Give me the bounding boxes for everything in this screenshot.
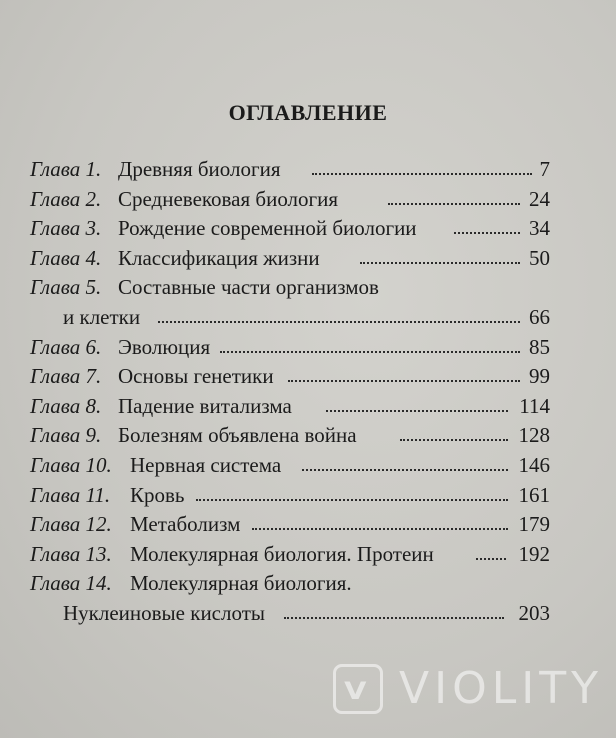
chapter-title: Эволюция (118, 334, 211, 359)
toc-row (30, 363, 550, 393)
chapter-title: Падение витализма (118, 393, 292, 418)
chapter-label: Глава 4. (30, 245, 102, 270)
page-number: 128 (518, 423, 550, 448)
chapter-label: Глава 8. (30, 393, 102, 418)
toc-row (30, 393, 550, 423)
dot-leader (326, 408, 508, 412)
toc-row (30, 156, 550, 186)
toc-row (30, 600, 550, 630)
toc-row (30, 511, 550, 541)
table-of-contents (30, 156, 550, 630)
dot-leader (400, 437, 508, 441)
chapter-label: Глава 2. (30, 186, 102, 211)
page-number: 66 (529, 304, 550, 329)
chapter-title: Болезням объявлена война (118, 423, 357, 448)
chapter-label: Глава 14. (30, 571, 112, 596)
chapter-title: Нервная система (130, 452, 282, 477)
chapter-title-continuation: и клетки (63, 304, 141, 329)
chapter-label: Глава 5. (30, 275, 102, 300)
page-number: 24 (529, 186, 550, 211)
dot-leader (220, 349, 520, 353)
page-number: 192 (518, 541, 550, 566)
toc-row (30, 570, 550, 600)
chapter-title: Основы генетики (118, 364, 274, 389)
dot-leader (454, 230, 520, 234)
chapter-label: Глава 6. (30, 334, 102, 359)
chapter-label: Глава 7. (30, 364, 102, 389)
chapter-label: Глава 1. (30, 157, 102, 181)
violity-logo-icon: V (333, 664, 383, 714)
page-number: 7 (539, 157, 550, 181)
chapter-label: Глава 12. (30, 512, 112, 537)
chapter-title: Рождение современной биологии (118, 216, 417, 241)
dot-leader (252, 526, 508, 530)
chapter-label: Глава 10. (30, 452, 112, 477)
dot-leader (360, 260, 520, 264)
chapter-label: Глава 13. (30, 541, 112, 566)
page-number: 50 (529, 245, 550, 270)
dot-leader (476, 556, 506, 560)
dot-leader (312, 171, 532, 175)
watermark (333, 662, 603, 720)
page-number: 114 (519, 393, 550, 418)
toc-row (30, 215, 550, 245)
page-number: 203 (518, 600, 550, 625)
chapter-title-continuation: Нуклеиновые кислоты (63, 600, 265, 625)
dot-leader (388, 201, 520, 205)
page-number: 99 (529, 364, 550, 389)
chapter-title: Классификация жизни (118, 245, 320, 270)
chapter-title: Составные части организмов (118, 275, 379, 300)
toc-row (30, 186, 550, 216)
toc-row (30, 334, 550, 364)
toc-row (30, 304, 550, 334)
page-number: 179 (518, 512, 550, 537)
chapter-title: Древняя биология (118, 157, 281, 181)
dot-leader (302, 467, 508, 471)
toc-row (30, 422, 550, 452)
chapter-title: Молекулярная биология. (130, 571, 352, 596)
chapter-title: Метаболизм (130, 512, 241, 537)
chapter-label: Глава 11. (30, 482, 111, 507)
toc-row (30, 452, 550, 482)
page-number: 85 (529, 334, 550, 359)
chapter-title: Кровь (130, 482, 185, 507)
dot-leader (196, 497, 508, 501)
dot-leader (284, 615, 504, 619)
dot-leader (158, 319, 520, 323)
dot-leader (288, 378, 520, 382)
chapter-label: Глава 3. (30, 216, 102, 241)
toc-row (30, 245, 550, 275)
watermark-brand: VIOLITY (399, 663, 603, 714)
toc-row (30, 274, 550, 304)
page-number: 161 (518, 482, 550, 507)
toc-row (30, 482, 550, 512)
page-number: 146 (518, 452, 550, 477)
page-title: ОГЛАВЛЕНИЕ (228, 100, 388, 125)
chapter-title: Молекулярная биология. Протеин (130, 541, 434, 566)
page-number: 34 (529, 216, 550, 241)
chapter-label: Глава 9. (30, 423, 102, 448)
chapter-title: Средневековая биология (118, 186, 339, 211)
toc-row (30, 541, 550, 571)
